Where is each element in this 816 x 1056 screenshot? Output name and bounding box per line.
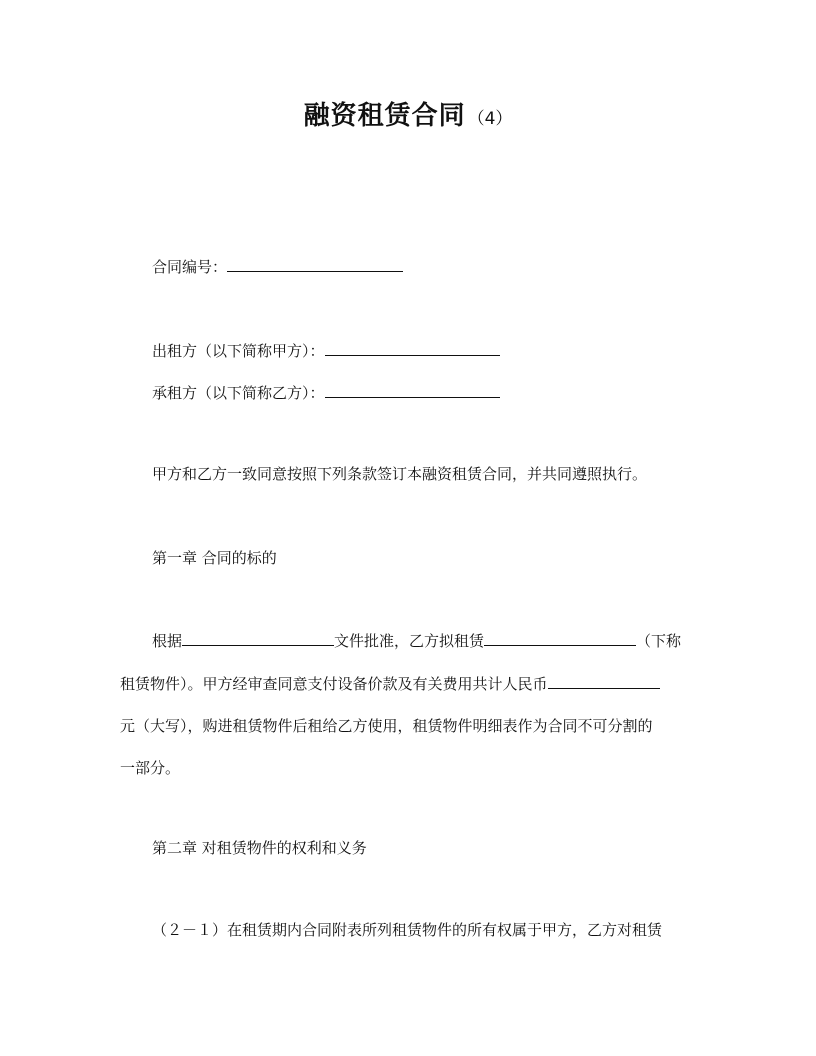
paragraph-1-line-1 (152, 631, 681, 651)
lessor-label: 出租方（以下简称甲方）： (152, 342, 325, 360)
p1-text-c: （下称 (636, 632, 682, 650)
p1-text-b: 文件批准，乙方拟租赁 (334, 632, 485, 650)
p1-text-d: 租赁物件）。甲方经审查同意支付设备价款及有关费用共计人民币 (120, 675, 548, 693)
paragraph-1-line-4: 一部分。 (120, 759, 181, 777)
document-title (0, 96, 816, 139)
approval-document-blank (182, 631, 334, 646)
contract-number-label: 合同编号： (152, 258, 228, 276)
lessee-blank (325, 383, 500, 398)
intro-paragraph: 甲方和乙方一致同意按照下列条款签订本融资租赁合同，并共同遵照执行。 (152, 465, 648, 483)
chapter-1-heading: 第一章 合同的标的 (152, 549, 277, 567)
p1-text-a: 根据 (152, 632, 183, 650)
lessor-line (152, 341, 500, 361)
title-sub: （4） (467, 109, 513, 129)
contract-number-line (152, 257, 403, 277)
lessee-line (152, 383, 500, 403)
paragraph-1-line-2 (120, 674, 660, 694)
leased-item-blank (484, 631, 636, 646)
amount-blank (548, 674, 660, 689)
lessee-label: 承租方（以下简称乙方）： (152, 384, 325, 402)
paragraph-2-line-1: （２－１）在租赁期内合同附表所列租赁物件的所有权属于甲方，乙方对租赁 (152, 921, 663, 939)
chapter-2-heading: 第二章 对租赁物件的权利和义务 (152, 839, 367, 857)
title-main: 融资租赁合同 (303, 101, 466, 131)
paragraph-1-line-3: 元（大写），购进租赁物件后租给乙方使用，租赁物件明细表作为合同不可分割的 (120, 717, 653, 735)
contract-number-blank (227, 257, 403, 272)
lessor-blank (325, 341, 500, 356)
